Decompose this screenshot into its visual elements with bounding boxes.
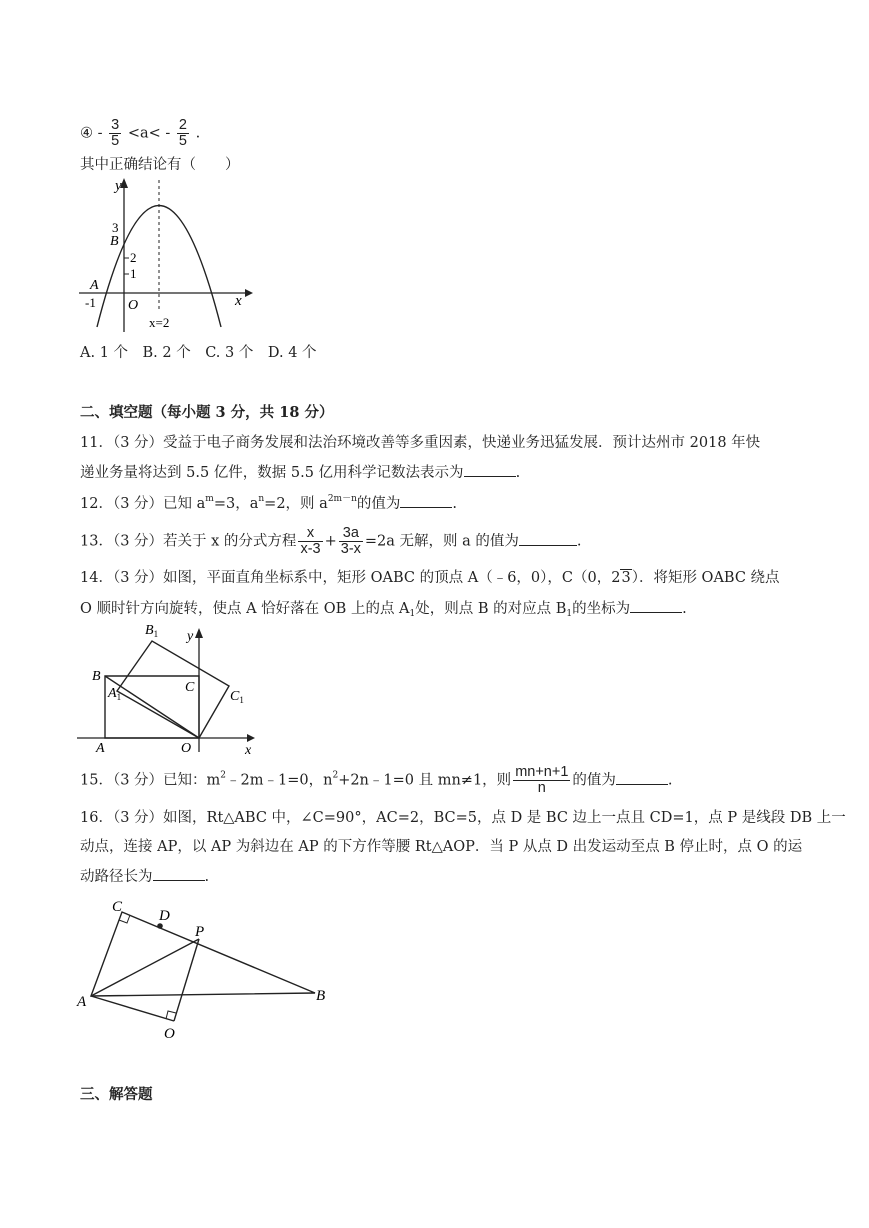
fraction: $\frac{3a}{3-x}$ (340, 525, 361, 557)
tick-2: 2 (130, 250, 137, 265)
label-B1: $B_1$ (145, 623, 159, 639)
label-x: x (245, 743, 252, 758)
segment-AO (91, 996, 174, 1021)
label-O: O (164, 1026, 175, 1042)
tick-3: 3 (112, 220, 119, 235)
label-D: D (159, 908, 170, 924)
segment-AP (91, 939, 199, 996)
label-axis-x2: x=2 (149, 315, 170, 330)
q14-line1: 14．（3 分）如图，平面直角坐标系中，矩形 OABC 的顶点 A（﹣6，0），C（0，23）．将矩形 OABC 绕点 (80, 570, 780, 586)
triangle-figure (75, 895, 345, 1045)
answer-blank[interactable] (519, 531, 577, 546)
q10-item4: ④ - $\frac{3}{5}$ <a< - $\frac{2}{5}$ . (80, 117, 201, 149)
fraction: $\frac{2}{5}$ (178, 117, 187, 149)
label-A1: $A_1$ (108, 686, 122, 702)
label-B: B (316, 988, 326, 1004)
fraction: $\frac{x}{x-3}$ (300, 525, 321, 557)
label-B: B (92, 669, 101, 684)
label-C: C (185, 680, 195, 695)
point-D (157, 923, 163, 929)
parabola-figure (75, 172, 255, 332)
q12: 12．（3 分）已知 $a^m=3$，$a^n=2$，则 $a^{2m-n}$的值为 . (80, 494, 457, 512)
answer-blank[interactable] (630, 598, 682, 613)
x-axis-arrow (247, 734, 255, 742)
q15: 15．（3 分）已知：$m^2﹣2m﹣1=0$，$n^2+2n﹣1=0$ 且 mn≠1，则 $\frac{mn+n+1}{n}$ 的值为 . (80, 764, 673, 796)
label-B: B (110, 234, 119, 249)
label-C: C (112, 899, 123, 915)
q16-line1: 16．（3 分）如图，Rt△ABC 中，∠C=90°，AC=2，BC=5，点 D 是 BC 边上一点且 CD=1，点 P 是线段 DB 上一 (80, 810, 846, 826)
q10-options: A. 1 个 B. 2 个 C. 3 个 D. 4 个 (80, 345, 317, 361)
q16-line3: 动路径长为 . (80, 866, 209, 887)
label-O: O (181, 741, 192, 756)
rotated-rectangle (117, 641, 229, 738)
label-A: A (77, 994, 87, 1010)
answer-blank[interactable] (616, 770, 668, 785)
section-heading: 三、解答题 (80, 1086, 153, 1103)
answer-blank[interactable] (464, 462, 516, 477)
label-P: P (195, 924, 205, 940)
label-y: y (115, 178, 122, 194)
sqrt: 3 (621, 570, 631, 586)
q11-line2: 递业务量将达到 5.5 亿件，数据 5.5 亿用科学记数法表示为 . (80, 462, 520, 483)
answer-blank[interactable] (400, 493, 452, 508)
q10-stem: 其中正确结论有（ ） (80, 157, 240, 173)
label-A: A (90, 278, 99, 293)
q11-line1: 11．（3 分）受益于电子商务发展和法治环境改善等多重因素，快递业务迅猛发展．预计达州市 2018 年快 (80, 435, 761, 451)
section-heading: 二、填空题（每小题 3 分，共 18 分） (80, 404, 334, 421)
segment-OP (174, 939, 199, 1021)
label-C1: $C_1$ (230, 689, 244, 705)
y-axis-arrow (195, 628, 203, 638)
q16-line2: 动点，连接 AP，以 AP 为斜边在 AP 的下方作等腰 Rt△AOP．当 P 从点 D 出发运动至点 B 停止时，点 O 的运 (80, 839, 803, 855)
q14-line2: O 顺时针方向旋转，使点 A 恰好落在 OB 上的点 $A_1$处，则点 B 的对应点 $B_1$的坐标为 . (80, 598, 687, 619)
x-axis-arrow (245, 289, 253, 297)
fraction: $\frac{mn+n+1}{n}$ (515, 764, 569, 796)
answer-blank[interactable] (153, 866, 205, 881)
label-origin: O (128, 298, 139, 313)
label-y: y (187, 629, 194, 644)
fraction: $\frac{3}{5}$ (111, 117, 120, 149)
rectangle-rotation-figure (75, 618, 265, 758)
tick-1: 1 (130, 266, 137, 281)
label-x: x (235, 293, 242, 309)
tick-minus1: -1 (85, 295, 96, 310)
q13: 13．（3 分）若关于 x 的分式方程 $\frac{x}{x-3}$ + $\frac{3a}{3-x}$ =2a 无解，则 a 的值为 . (80, 525, 582, 557)
label-A: A (96, 741, 105, 756)
